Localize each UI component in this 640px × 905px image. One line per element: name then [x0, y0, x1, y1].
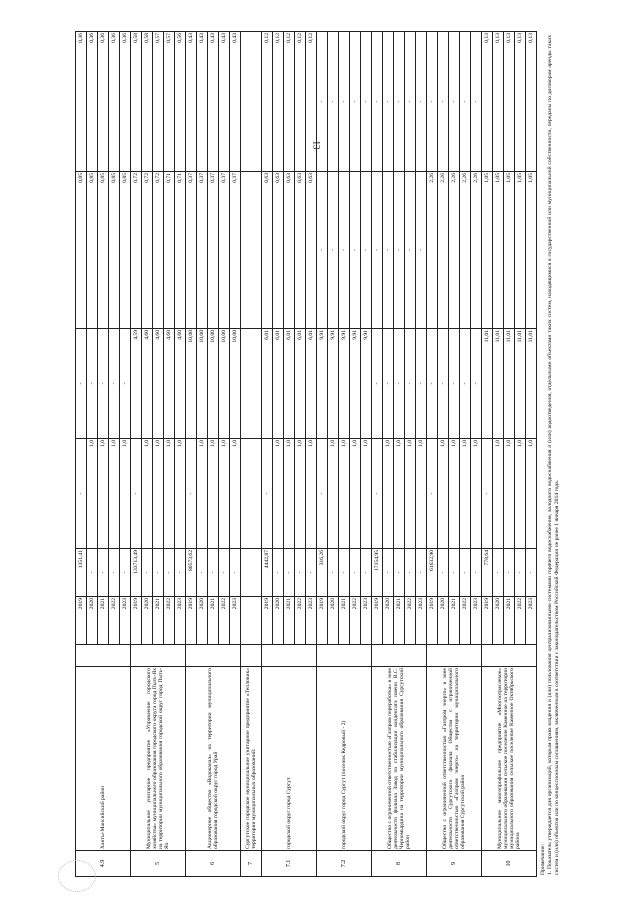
value-cell: -	[470, 329, 481, 439]
row-number: 7	[240, 851, 262, 877]
value-cell: 10,00	[229, 329, 240, 439]
value-cell: -	[284, 549, 295, 597]
value-cell: 1,0	[361, 439, 372, 549]
year-cell: 2020	[492, 597, 503, 645]
value-cell: 6,01	[295, 329, 306, 439]
value-cell: -	[449, 32, 460, 172]
year-cell: 2022	[514, 597, 525, 645]
value-cell: -	[383, 32, 394, 172]
value-cell: -	[372, 439, 383, 549]
value-cell: 133713,49	[130, 549, 141, 597]
value-cell: 1,0	[416, 439, 427, 549]
value-cell: 10,00	[196, 329, 207, 439]
footnote	[540, 35, 561, 875]
year-cell: 2021	[394, 597, 405, 645]
value-cell: -	[317, 32, 328, 172]
value-cell: 778,64	[481, 549, 492, 597]
value-cell: -	[405, 172, 416, 329]
value-cell: 1,0	[141, 439, 152, 549]
value-cell: 2,26	[427, 172, 438, 329]
value-cell: -	[229, 549, 240, 597]
value-cell: 0,58	[130, 32, 141, 172]
year-cell: 2019	[76, 597, 87, 645]
value-cell: -	[503, 549, 514, 597]
value-cell: 0,37	[196, 172, 207, 329]
value-cell: -	[383, 329, 394, 439]
year-cell: 2020	[383, 597, 394, 645]
row-number: 5	[130, 851, 185, 877]
value-cell: 1,0	[460, 439, 471, 549]
year-cell: 2019	[427, 597, 438, 645]
value-cell: 1,05	[492, 172, 503, 329]
year-cell: 2023	[525, 597, 536, 645]
value-cell: -	[438, 549, 449, 597]
value-cell: 4,60	[163, 329, 174, 439]
value-cell: 0,36	[86, 32, 97, 172]
empty-cell	[481, 645, 536, 667]
value-cell: 0,13	[481, 32, 492, 172]
year-cell: 2023	[119, 597, 130, 645]
year-cell: 2020	[328, 597, 339, 645]
value-cell: 10,00	[218, 329, 229, 439]
empty-cell	[185, 645, 240, 667]
value-cell: 0,85	[86, 172, 97, 329]
value-cell: 0,43	[185, 32, 196, 172]
value-cell: -	[119, 329, 130, 439]
value-cell: -	[405, 32, 416, 172]
table-row	[372, 32, 383, 877]
page-number: 13	[311, 140, 322, 150]
value-cell: -	[185, 439, 196, 549]
value-cell: 0,36	[97, 32, 108, 172]
value-cell: 1,0	[503, 439, 514, 549]
footnote-text: 1. Показатель утверждается для организаций, которым права владения и (или) пользования централизованными системами горячего водоснабжения, холодного водоснабжения и (или) водоотведения, отдельными объектами таких систем, находящимися в государственной или муниципальной собственности, переданы по договорам аренды таких систем и (или) объектов или по концессионным соглашениям, заключенным в соответствии с законодательством Российской Федерации не ранее 1 января 2014 года.	[546, 35, 560, 875]
year-cell: 2021	[207, 597, 218, 645]
value-cell: 1,0	[174, 439, 185, 549]
value-cell: 1,0	[163, 439, 174, 549]
value-cell: -	[350, 32, 361, 172]
year-cell: 2022	[108, 597, 119, 645]
value-cell: 0,85	[97, 172, 108, 329]
year-cell: 2019	[372, 597, 383, 645]
value-cell: 0,13	[525, 32, 536, 172]
value-cell: -	[207, 549, 218, 597]
value-cell: -	[76, 329, 87, 439]
value-cell: -	[339, 32, 350, 172]
value-cell: 0,37	[185, 172, 196, 329]
value-cell: 1,05	[503, 172, 514, 329]
value-cell: 0,57	[163, 32, 174, 172]
row-number: 8	[372, 851, 427, 877]
empty-cell	[240, 439, 262, 549]
value-cell: -	[317, 172, 328, 329]
value-cell: -	[152, 549, 163, 597]
value-cell: 0,13	[503, 32, 514, 172]
value-cell: -	[449, 549, 460, 597]
value-cell: -	[394, 172, 405, 329]
value-cell: 1,0	[86, 439, 97, 549]
value-cell: 0,63	[262, 172, 273, 329]
value-cell: -	[328, 172, 339, 329]
value-cell: 1,0	[449, 439, 460, 549]
value-cell: -	[295, 549, 306, 597]
value-cell: 1,0	[438, 439, 449, 549]
value-cell: -	[372, 172, 383, 329]
value-cell: 4,59	[130, 329, 141, 439]
table-row	[262, 32, 273, 877]
value-cell: 0,12	[273, 32, 284, 172]
value-cell: 17154,95	[372, 549, 383, 597]
value-cell: -	[350, 549, 361, 597]
year-cell: 2023	[416, 597, 427, 645]
empty-cell	[317, 645, 372, 667]
value-cell: 0,36	[119, 32, 130, 172]
value-cell: 1,0	[514, 439, 525, 549]
empty-cell	[240, 329, 262, 439]
value-cell: 1,0	[339, 439, 350, 549]
value-cell: 61632,90	[427, 549, 438, 597]
year-cell: 2021	[284, 597, 295, 645]
value-cell: 0,63	[284, 172, 295, 329]
value-cell: -	[481, 439, 492, 549]
value-cell: -	[460, 329, 471, 439]
rotated-page-content	[30, 27, 600, 887]
value-cell: 0,43	[218, 32, 229, 172]
value-cell: 11,01	[514, 329, 525, 439]
empty-cell	[240, 645, 262, 667]
value-cell: 1,0	[229, 439, 240, 549]
year-cell: 2023	[306, 597, 317, 645]
value-cell: 0,43	[196, 32, 207, 172]
empty-cell	[240, 597, 262, 645]
value-cell: 1,0	[405, 439, 416, 549]
value-cell: -	[449, 329, 460, 439]
value-cell: 1,0	[525, 439, 536, 549]
value-cell: 6,01	[273, 329, 284, 439]
value-cell: 1351,41	[76, 549, 87, 597]
year-cell: 2020	[273, 597, 284, 645]
value-cell: 4,60	[174, 329, 185, 439]
value-cell: -	[339, 172, 350, 329]
value-cell: 0,43	[207, 32, 218, 172]
year-cell: 2020	[196, 597, 207, 645]
value-cell: -	[97, 549, 108, 597]
value-cell: 0,58	[141, 32, 152, 172]
value-cell: -	[427, 329, 438, 439]
organization-name: Общество с ограниченной ответственностью «Газпром энерго» в зоне деятельности Сургутского филиала Общества с ограниченной ответственностью «Газпром энерго» на территории муниципального образования Сургутский район	[427, 667, 482, 851]
value-cell: 9,91	[339, 329, 350, 439]
row-number: 6	[185, 851, 240, 877]
value-cell: 1,0	[273, 439, 284, 549]
value-cell: -	[86, 549, 97, 597]
value-cell: 0,71	[174, 172, 185, 329]
value-cell: 1,05	[525, 172, 536, 329]
year-cell: 2021	[152, 597, 163, 645]
year-cell: 2021	[503, 597, 514, 645]
value-cell: 4,60	[152, 329, 163, 439]
year-cell: 2019	[185, 597, 196, 645]
empty-cell	[240, 32, 262, 172]
year-cell: 2021	[449, 597, 460, 645]
value-cell: 0,63	[295, 172, 306, 329]
table-row	[185, 32, 196, 877]
value-cell: 1,0	[152, 439, 163, 549]
table-row	[76, 32, 87, 877]
value-cell: 11,01	[492, 329, 503, 439]
value-cell: -	[427, 439, 438, 549]
year-cell: 2022	[218, 597, 229, 645]
year-cell: 2022	[460, 597, 471, 645]
value-cell: 0,57	[152, 32, 163, 172]
value-cell: 0,72	[141, 172, 152, 329]
value-cell: 316,26	[317, 549, 328, 597]
value-cell: 0,12	[295, 32, 306, 172]
value-cell: 1,0	[295, 439, 306, 549]
table-row	[130, 32, 141, 877]
table-row	[317, 32, 328, 877]
organization-name: Муниципальное унитарное предприятие «Управление городского хозяйства» муниципального образования городского округа город Пыть-Ях на территории муниципального образования городской округ город Пыть-Ях	[130, 667, 185, 851]
organization-name: Ханты-Мансийский район	[76, 667, 131, 851]
value-cell: 1,0	[284, 439, 295, 549]
year-cell: 2020	[141, 597, 152, 645]
empty-cell	[240, 549, 262, 597]
year-cell: 2022	[295, 597, 306, 645]
value-cell: 1,0	[207, 439, 218, 549]
year-cell: 2023	[361, 597, 372, 645]
value-cell: 9,91	[350, 329, 361, 439]
value-cell: -	[460, 549, 471, 597]
value-cell: -	[108, 329, 119, 439]
value-cell: 0,12	[284, 32, 295, 172]
year-cell: 2022	[405, 597, 416, 645]
value-cell: 1,0	[97, 439, 108, 549]
value-cell: 0,43	[229, 32, 240, 172]
organization-name: Муниципальное многопрофильное предприятие «Многоотраслевое» муниципального образования сельское поселение Каменное на территории муниципального образования сельское поселение Каменное Октябрьского района	[481, 667, 536, 851]
value-cell: -	[383, 549, 394, 597]
value-cell: 0,13	[492, 32, 503, 172]
value-cell: -	[416, 329, 427, 439]
value-cell: 0,63	[273, 172, 284, 329]
value-cell: 4,60	[141, 329, 152, 439]
value-cell: 0,56	[174, 32, 185, 172]
table-row	[427, 32, 438, 877]
value-cell: -	[76, 439, 87, 549]
year-cell: 2021	[339, 597, 350, 645]
organization-name: городской округ город Сургут (поселок Кедровый - 2)	[317, 667, 372, 851]
year-cell: 2023	[174, 597, 185, 645]
year-cell: 2019	[130, 597, 141, 645]
value-cell: 1,05	[481, 172, 492, 329]
footnote-title: Примечание:	[540, 843, 546, 875]
value-cell: 1,0	[383, 439, 394, 549]
value-cell: 2,26	[449, 172, 460, 329]
value-cell: 1,0	[350, 439, 361, 549]
value-cell: 0,37	[218, 172, 229, 329]
value-cell: -	[394, 329, 405, 439]
value-cell: -	[394, 32, 405, 172]
value-cell: 0,13	[514, 32, 525, 172]
value-cell: -	[317, 439, 328, 549]
value-cell: -	[372, 32, 383, 172]
value-cell: -	[328, 32, 339, 172]
value-cell: -	[470, 549, 481, 597]
value-cell: -	[427, 32, 438, 172]
value-cell: 80573,62	[185, 549, 196, 597]
value-cell: 0,12	[306, 32, 317, 172]
value-cell: -	[141, 549, 152, 597]
year-cell: 2019	[317, 597, 328, 645]
value-cell: 6,01	[306, 329, 317, 439]
value-cell: -	[394, 549, 405, 597]
value-cell: -	[361, 32, 372, 172]
row-number: 9	[427, 851, 482, 877]
value-cell: -	[196, 549, 207, 597]
row-number: 4.9	[76, 851, 131, 877]
value-cell: 11,01	[481, 329, 492, 439]
value-cell: -	[163, 549, 174, 597]
value-cell: -	[405, 329, 416, 439]
value-cell: -	[174, 549, 185, 597]
faint-stamp-mark	[58, 860, 96, 892]
empty-cell	[427, 645, 482, 667]
value-cell: -	[108, 549, 119, 597]
value-cell: -	[273, 549, 284, 597]
empty-cell	[130, 645, 185, 667]
value-cell: 6,01	[284, 329, 295, 439]
value-cell: 0,63	[306, 172, 317, 329]
indicators-table	[75, 31, 537, 877]
value-cell: 0,72	[130, 172, 141, 329]
value-cell: 9,91	[317, 329, 328, 439]
empty-cell	[76, 645, 131, 667]
organization-name: Общество с ограниченной ответственностью «Газпром переработка» в зоне деятельности филиала Завод по стабилизации конденсата имени В.С. Черномырдина на территории муниципального образования Сургутский район	[372, 667, 427, 851]
value-cell: -	[492, 549, 503, 597]
value-cell: 9,91	[361, 329, 372, 439]
year-cell: 2021	[97, 597, 108, 645]
year-cell: 2023	[229, 597, 240, 645]
value-cell: 1,0	[108, 439, 119, 549]
value-cell: 11,01	[525, 329, 536, 439]
value-cell: 1,0	[470, 439, 481, 549]
value-cell: 1,0	[394, 439, 405, 549]
value-cell: -	[405, 549, 416, 597]
organization-name: Сургутское городское муниципальное унитарное предприятие «Тепловик» территории муниципальных образований:	[240, 667, 262, 851]
value-cell: 0,37	[207, 172, 218, 329]
value-cell: -	[383, 172, 394, 329]
value-cell: -	[339, 549, 350, 597]
value-cell: 0,85	[76, 172, 87, 329]
value-cell: 11,01	[503, 329, 514, 439]
value-cell: -	[361, 172, 372, 329]
value-cell: -	[438, 32, 449, 172]
value-cell: -	[328, 549, 339, 597]
value-cell: 0,85	[119, 172, 130, 329]
value-cell: 1,0	[492, 439, 503, 549]
empty-cell	[262, 645, 317, 667]
value-cell: 9,91	[328, 329, 339, 439]
value-cell: -	[438, 329, 449, 439]
value-cell: 10,00	[185, 329, 196, 439]
row-number: 7.2	[317, 851, 372, 877]
value-cell: -	[372, 329, 383, 439]
value-cell: 1,0	[218, 439, 229, 549]
value-cell: -	[470, 32, 481, 172]
value-cell: -	[350, 172, 361, 329]
organization-name: городской округ город Сургут	[262, 667, 317, 851]
value-cell: -	[416, 32, 427, 172]
value-cell: -	[514, 549, 525, 597]
table-row	[481, 32, 492, 877]
value-cell: -	[97, 329, 108, 439]
value-cell: 0,37	[229, 172, 240, 329]
value-cell: -	[218, 549, 229, 597]
value-cell: 10,00	[207, 329, 218, 439]
value-cell: -	[416, 172, 427, 329]
value-cell: 1,0	[306, 439, 317, 549]
table-row	[240, 32, 262, 877]
value-cell: 2,26	[470, 172, 481, 329]
year-cell: 2019	[262, 597, 273, 645]
value-cell: 1,05	[514, 172, 525, 329]
empty-cell	[372, 645, 427, 667]
value-cell: -	[416, 549, 427, 597]
year-cell: 2020	[438, 597, 449, 645]
value-cell: 1,0	[196, 439, 207, 549]
value-cell: -	[86, 329, 97, 439]
value-cell: 0,85	[108, 172, 119, 329]
value-cell: 6,01	[262, 329, 273, 439]
value-cell: 1,0	[328, 439, 339, 549]
year-cell: 2023	[470, 597, 481, 645]
value-cell: 0,71	[163, 172, 174, 329]
value-cell: -	[130, 439, 141, 549]
value-cell: 0,72	[152, 172, 163, 329]
value-cell: 1,0	[119, 439, 130, 549]
value-cell: 2,26	[438, 172, 449, 329]
value-cell: 0,36	[76, 32, 87, 172]
year-cell: 2022	[350, 597, 361, 645]
empty-cell	[240, 172, 262, 329]
value-cell: -	[525, 549, 536, 597]
value-cell: -	[262, 439, 273, 549]
value-cell: -	[460, 32, 471, 172]
year-cell: 2019	[481, 597, 492, 645]
row-number: 7.1	[262, 851, 317, 877]
value-cell: 0,12	[262, 32, 273, 172]
row-number: 10	[481, 851, 536, 877]
year-cell: 2020	[86, 597, 97, 645]
organization-name: Акционерное общество «Водоканал» на территории муниципального образования городской округ город Урай	[185, 667, 240, 851]
value-cell: -	[119, 549, 130, 597]
value-cell: 2,26	[460, 172, 471, 329]
value-cell: 0,36	[108, 32, 119, 172]
value-cell: -	[361, 549, 372, 597]
value-cell: 4442,87	[262, 549, 273, 597]
year-cell: 2022	[163, 597, 174, 645]
value-cell: -	[306, 549, 317, 597]
